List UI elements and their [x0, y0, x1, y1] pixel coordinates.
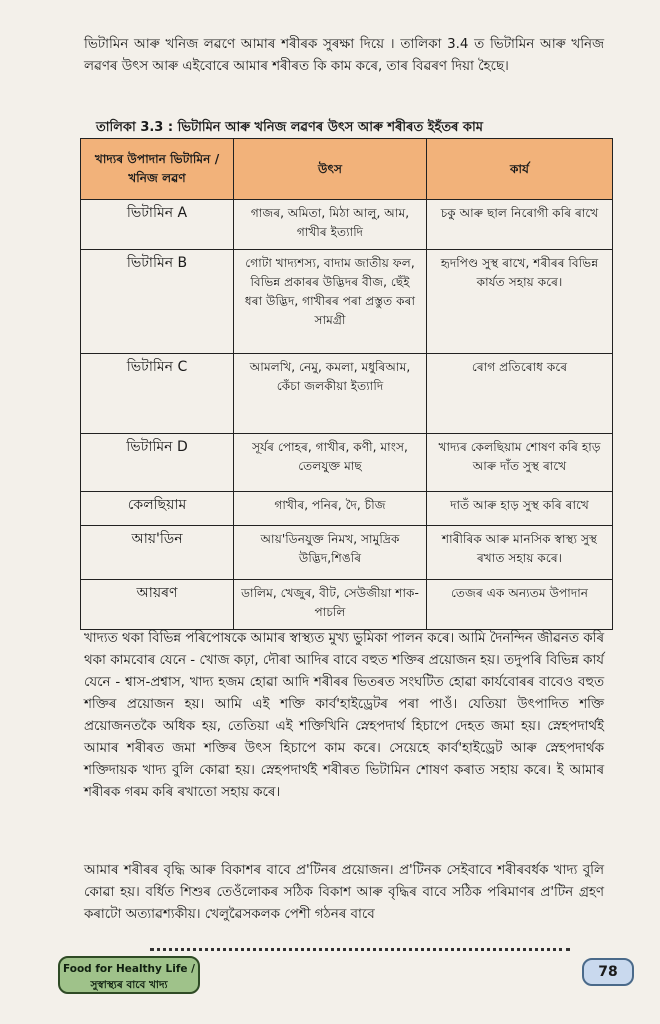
nutrient-cell: ভিটামিন A: [81, 200, 234, 250]
source-cell: ডালিম, খেজুৰ, বীট, সেউজীয়া শাক-পাচলি: [234, 580, 427, 630]
book-title-badge: [58, 956, 200, 994]
function-cell: হৃদপিণ্ড সুস্থ ৰাখে, শৰীৰৰ বিভিন্ন কাৰ্যত সহায় কৰে।: [427, 250, 613, 354]
intro-paragraph: ভিটামিন আৰু খনিজ লৱণে আমাৰ শৰীৰক সুৰক্ষা দিয়ে । তালিকা 3.4 ত ভিটামিন আৰু খনিজ লৱণৰ উৎস আৰু এইবোৰে আমাৰ শৰীৰত কি কাম কৰে, তাৰ বিৱৰণ দিয়া হৈছে।: [84, 37, 604, 74]
function-cell: চকু আৰু ছাল নিৰোগী কৰি ৰাখে: [427, 200, 613, 250]
table-row: [81, 354, 613, 434]
vitamin-mineral-table: [80, 138, 613, 630]
header-nutrient: খাদ্যৰ উপাদান ভিটামিন / খনিজ লৱণ: [81, 139, 234, 200]
function-cell: দাতঁ আৰু হাড় সুস্থ কৰি ৰাখে: [427, 492, 613, 526]
table-row: [81, 250, 613, 354]
protein-paragraph: আমাৰ শৰীৰৰ বৃদ্ধি আৰু বিকাশৰ বাবে প্ৰ'টিনৰ প্ৰয়োজন। প্ৰ'টিনক সেইবাবে শৰীৰবৰ্ধক খাদ্য বুলি কোৱা হয়। বৰ্ধিত শিশুৰ তেওঁলোকৰ সঠিক বিকাশ আৰু বৃদ্ধিৰ বাবে সঠিক পৰিমাণৰ প্ৰ'টিন গ্ৰহণ কৰাটো অত্যাৱশ্যকীয়। খেলুৱৈসকলক পেশী গঠনৰ বাবে: [84, 863, 604, 922]
table-caption: তালিকা 3.3 : ভিটামিন আৰু খনিজ লৱণৰ উৎস আৰু শৰীৰত ইহঁতৰ কাম: [96, 120, 484, 135]
badge-line-assamese: সুস্বাস্থ্যৰ বাবে খাদ্য: [90, 979, 168, 991]
table-row: [81, 200, 613, 250]
source-cell: গোটা খাদ্যশস্য, বাদাম জাতীয় ফল, বিভিন্ন প্ৰকাৰৰ উদ্ভিদৰ বীজ, ছেঁই ধৰা উদ্ভিদ, গাখীৰৰ পৰা প্ৰস্তুত কৰা সামগ্ৰী: [234, 250, 427, 354]
table-row: [81, 434, 613, 492]
energy-paragraph: খাদ্যত থকা বিভিন্ন পৰিপোষকে আমাৰ স্বাস্থ্যত মুখ্য ভুমিকা পালন কৰে। আমি দৈনন্দিন জীৱনত কৰি থকা কামবোৰ যেনে - খোজ কঢ়া, দৌৰা আদিৰ বাবে বহুত শক্তিৰ প্ৰয়োজন হয়। তদুপৰি বিভিন্ন কাৰ্য যেনে - শ্বাস-প্ৰশ্বাস, খাদ্য হজম হোৱা আদি শৰীৰৰ ভিতৰত সংঘটিত হোৱা কাৰ্যবোৰৰ বাবেও বহুত শক্তিৰ প্ৰয়োজন হয়। আমি এই শক্তি কাৰ্ব'হাইড্ৰেটৰ পৰা পাওঁ। যেতিয়া উৎপাদিত শক্তি প্ৰয়োজনতকৈ অধিক হয়, তেতিয়া এই শক্তিখিনি স্নেহপদাৰ্থ হিচাপে দেহত জমা হয়। স্নেহপদাৰ্থই আমাৰ শৰীৰত জমা শক্তিৰ উৎস হিচাপে কাম কৰে। সেয়েহে কাৰ্ব'হাইড্ৰেট আৰু স্নেহপদাৰ্থক শক্তিদায়ক খাদ্য বুলি কোৱা হয়। স্নেহপদাৰ্থই শৰীৰত ভিটামিন শোষণ কৰাত সহায় কৰে। ই আমাৰ শৰীৰক গৰম কৰি ৰখাতো সহায় কৰে।: [84, 631, 604, 800]
nutrient-cell: ভিটামিন B: [81, 250, 234, 354]
nutrient-cell: ভিটামিন D: [81, 434, 234, 492]
source-cell: গাজৰ, অমিতা, মিঠা আলু, আম, গাখীৰ ইত্যাদি: [234, 200, 427, 250]
nutrient-cell: ভিটামিন C: [81, 354, 234, 434]
nutrient-cell: আয়'ডিন: [81, 526, 234, 580]
source-cell: আমলখি, নেমু, কমলা, মধুৰিআম, কেঁচা জলকীয়া ইত্যাদি: [234, 354, 427, 434]
nutrient-cell: কেলছিয়াম: [81, 492, 234, 526]
table-header-row: [81, 139, 613, 200]
function-cell: শাৰীৰিক আৰু মানসিক স্বাস্থ্য সুস্থ ৰখাত সহায় কৰে।: [427, 526, 613, 580]
header-source: উৎস: [234, 139, 427, 200]
badge-line-english: Food for Healthy Life /: [62, 963, 196, 975]
table-row: [81, 492, 613, 526]
header-function: কাৰ্য: [427, 139, 613, 200]
source-cell: গাখীৰ, পনিৰ, দৈ, চীজ: [234, 492, 427, 526]
table-row: [81, 526, 613, 580]
function-cell: ৰোগ প্ৰতিৰোধ কৰে: [427, 354, 613, 434]
source-cell: আয়'ডিনযুক্ত নিমখ, সামুদ্ৰিক উদ্ভিদ,শিঙৰি: [234, 526, 427, 580]
dotted-divider: [150, 948, 570, 951]
source-cell: সূৰ্যৰ পোহৰ, গাখীৰ, কণী, মাংস, তেলযুক্ত মাছ: [234, 434, 427, 492]
function-cell: তেজৰ এক অন্যতম উপাদান: [427, 580, 613, 630]
page-number: 78: [582, 958, 634, 986]
function-cell: খাদ্যৰ কেলছিয়াম শোষণ কৰি হাড় আৰু দাঁত সুস্থ ৰাখে: [427, 434, 613, 492]
nutrient-cell: আয়ৰণ: [81, 580, 234, 630]
table-row: [81, 580, 613, 630]
